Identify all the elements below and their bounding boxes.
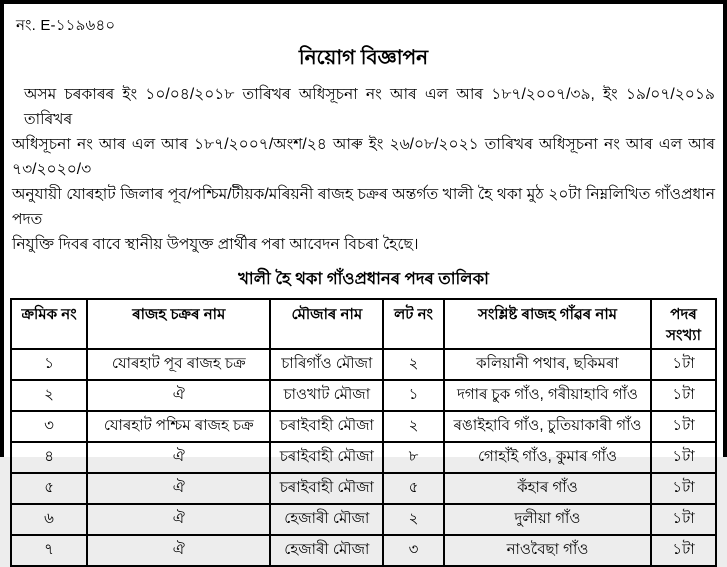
table-cell: চৰাইবাহী মৌজা	[270, 473, 383, 504]
table-cell: দুলীয়া গাঁও	[444, 504, 651, 535]
document-title: নিয়োগ বিজ্ঞাপন	[298, 47, 429, 69]
table-cell: যোৰহাট পূব ৰাজহ চক্ৰ	[87, 349, 270, 380]
table-cell: ২	[11, 380, 87, 411]
table-cell: ২	[383, 504, 444, 535]
vacancy-table	[10, 298, 717, 567]
table-cell: ১টা	[651, 535, 716, 566]
column-header: ক্ৰমিক নং	[11, 299, 87, 349]
table-cell: ৫	[11, 473, 87, 504]
column-header: সংশ্লিষ্ট ৰাজহ গাঁৱৰ নাম	[444, 299, 651, 349]
column-header: মৌজাৰ নাম	[270, 299, 383, 349]
table-cell: ৫	[383, 473, 444, 504]
table-row	[11, 411, 716, 442]
table-cell: কলিয়ানী পথাৰ, ছকিমৰা	[444, 349, 651, 380]
table-row	[11, 380, 716, 411]
column-header: লট নং	[383, 299, 444, 349]
table-cell: ১টা	[651, 473, 716, 504]
table-cell: ৭	[11, 535, 87, 566]
table-cell: হেজাৰী মৌজা	[270, 504, 383, 535]
body-line-4: নিযুক্তি দিবৰ বাবে স্থানীয় উপযুক্ত প্ৰাৰ্থীৰ পৰা আবেদন বিচৰা হৈছে।	[12, 236, 419, 253]
reference-number: নং. E-১১৯৬৪০	[16, 17, 116, 34]
table-cell: ঐ	[87, 442, 270, 473]
table-cell: ঐ	[87, 535, 270, 566]
body-line-1: অসম চৰকাৰৰ ইং ১০/০৪/২০১৮ তাৰিখৰ অধিসূচনা নং আৰ এল আৰ ১৮৭/২০০৭/৩৯, ইং ১৯/০৭/২০১৯ তাৰিখৰ	[24, 86, 715, 128]
table-cell: হেজাৰী মৌজা	[270, 535, 383, 566]
table-cell: ঐ	[87, 380, 270, 411]
table-cell: চৰাইবাহী মৌজা	[270, 411, 383, 442]
table-row	[11, 504, 716, 535]
table-cell: ৰঙাইহাবি গাঁও, চুতিয়াকাৰী গাঁও	[444, 411, 651, 442]
table-cell: দগাৰ চুক গাঁও, গৰীয়াহাবি গাঁও	[444, 380, 651, 411]
table-cell: ১	[383, 380, 444, 411]
column-header: পদৰ সংখ্যা	[651, 299, 716, 349]
table-cell: ১টা	[651, 411, 716, 442]
table-cell: কঁহাৰ গাঁও	[444, 473, 651, 504]
table-row	[11, 473, 716, 504]
table-row	[11, 349, 716, 380]
table-cell: ৬	[11, 504, 87, 535]
vacancy-table-title: খালী হৈ থকা গাঁওপ্ৰধানৰ পদৰ তালিকা	[238, 270, 489, 288]
table-body	[11, 349, 716, 566]
table-cell: নাওবৈছা গাঁও	[444, 535, 651, 566]
column-header: ৰাজহ চক্ৰৰ নাম	[87, 299, 270, 349]
table-cell: ২	[383, 349, 444, 380]
table-cell: যোৰহাট পশ্চিম ৰাজহ চক্ৰ	[87, 411, 270, 442]
table-cell: ১টা	[651, 380, 716, 411]
table-cell: ১	[11, 349, 87, 380]
table-cell: ৪	[11, 442, 87, 473]
table-header-row	[11, 299, 716, 349]
table-row	[11, 535, 716, 566]
table-cell: ২	[383, 411, 444, 442]
table-cell: ১টা	[651, 442, 716, 473]
table-cell: ৩	[11, 411, 87, 442]
body-line-2: অধিসূচনা নং আৰ এল আৰ ১৮৭/২০০৭/অংশ/২৪ আৰু ইং ২৬/০৮/২০২১ তাৰিখৰ অধিসূচনা নং আৰ এল আৰ ৭৩/২০২০/৩	[12, 136, 715, 178]
table-cell: চাওখাট মৌজা	[270, 380, 383, 411]
table-cell: ৩	[383, 535, 444, 566]
table-cell: ১টা	[651, 349, 716, 380]
table-cell: ঐ	[87, 504, 270, 535]
table-cell: ঐ	[87, 473, 270, 504]
notification-body	[12, 82, 715, 257]
body-line-3: অনুযায়ী যোৰহাট জিলাৰ পূব/পশ্চিম/টীয়ক/মৰিয়নী ৰাজহ চক্ৰৰ অন্তৰ্গত খালী হৈ থকা মুঠ ২০টা নিম্নলিখিত গাঁওপ্ৰধান পদত	[12, 186, 715, 228]
table-cell: চৰাইবাহী মৌজা	[270, 442, 383, 473]
table-cell: ১টা	[651, 504, 716, 535]
table-row	[11, 442, 716, 473]
table-cell: গোহাঁই গাঁও, কুমাৰ গাঁও	[444, 442, 651, 473]
table-cell: ৮	[383, 442, 444, 473]
table-cell: চাৰিগাঁও মৌজা	[270, 349, 383, 380]
